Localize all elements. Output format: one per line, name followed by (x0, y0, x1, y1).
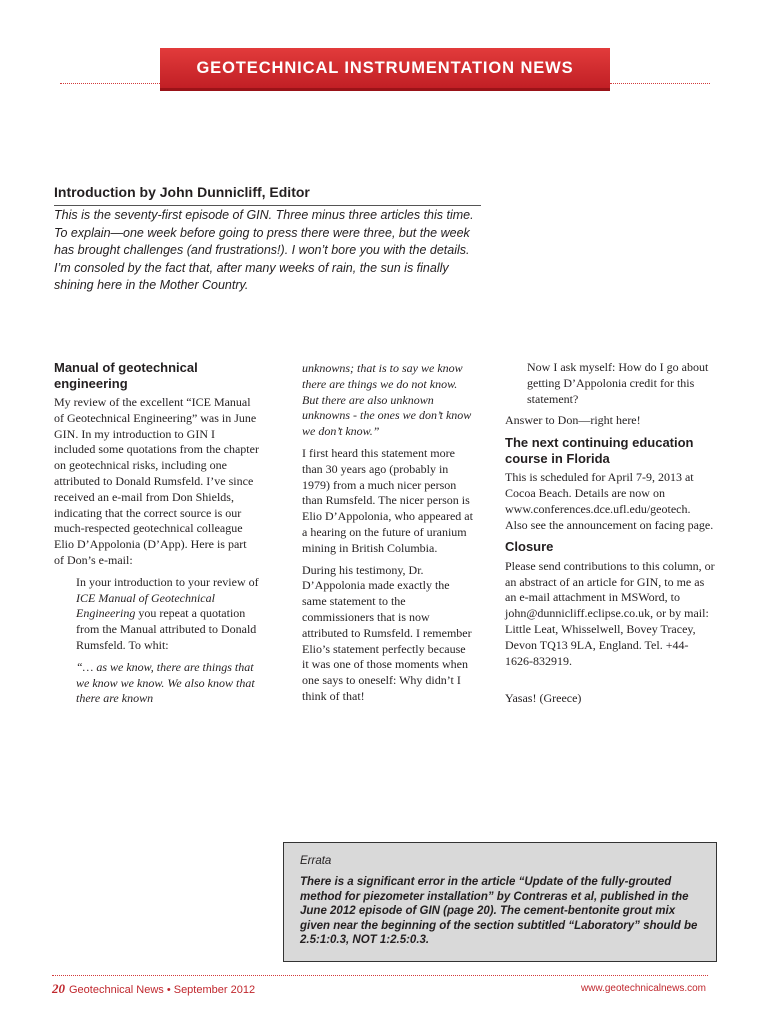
manual-paragraph: My review of the excellent “ICE Manual of Geotechnical Engineering” was in June GIN. In my introduction to GIN I included some quotations from the chapter on geotechnical risks, including one attributed to Donald Rumsfeld. I’ve since received an e-mail from Don Shields, indicating that the correct source is our much-respected geotechnical colleague Elio D’Appolonia (D’App). Here is part of Don’s e-mail: (54, 395, 259, 567)
manual-heading: Manual of geotechnical engineering (54, 360, 198, 391)
column-2 (302, 361, 474, 711)
header-dotted-rule-left (60, 83, 160, 84)
col2-paragraph-1: I first heard this statement more than 30 years ago (probably in 1979) from a much nicer person than Rumsfeld. The nicer person is Elio D’Appolonia, who appeared at a hearing on the future of uranium mining in British Columbia. (302, 445, 473, 555)
email-quote-1: In your introduction to your review of ICE Manual of Geotechnical Engineering you repeat a quotation from the Manual attributed to Donald Rumsfeld. To whit: (76, 574, 259, 652)
email-quote-2: “… as we know, there are things that we know we know. We also know that there are known (76, 659, 255, 706)
column-3 (505, 360, 715, 713)
intro-body: This is the seventy-first episode of GIN. Three minus three articles this time. To explain—one week before going to press there were three, but the week has brought challenges (and frustrations!). I won’t bore you with the details. I’m consoled by the fact that, after many weeks of rain, the sun is finally shining here in the Mother Country. (54, 208, 474, 293)
page-number: 20 (52, 981, 65, 996)
errata-title: Errata (300, 855, 332, 867)
quote-continuation: unknowns; that is to say we know there are things we do not know. But there are also unknown unknowns - the ones we don’t know we don’t know.” (302, 361, 472, 439)
header-dotted-rule-right (610, 83, 710, 84)
footer-left (52, 981, 255, 997)
errata-box (283, 842, 717, 962)
section-banner: GEOTECHNICAL INSTRUMENTATION NEWS (160, 48, 610, 88)
footer-website: www.geotechnicalnews.com (580, 983, 706, 994)
footer-dotted-rule (52, 975, 708, 976)
intro-title: Introduction by John Dunnicliff, Editor (54, 184, 310, 200)
closure-paragraph: Please send contributions to this column, or an abstract of an article for GIN, to me as an e-mail attachment in MSWord, to john@dunnicliff.eclipse.co.uk, or by mail: Little Leat, Whisselwell, Bovey Tracey, Devon TQ13 9LA, England. Tel. +44-1626-832919. (505, 558, 715, 668)
closure-heading: Closure (505, 539, 554, 555)
florida-course-heading: The next continuing education course in Florida (505, 435, 694, 466)
errata-body: There is a significant error in the article “Update of the fully-grouted method for piezometer installation” by Contreras et al, published in the June 2012 episode of GIN (page 20). The cement-bentonite grout mix given near the beginning of the section subtitled “Laboratory” should be 2.5:1:0.3, NOT 1:2.5:0.3. (300, 876, 698, 947)
col2-paragraph-2: During his testimony, Dr. D’Appolonia made exactly the same statement to the commissioners that is now attributed to Rumsfeld. I remember Elio’s statement perfectly because it was one of those moments when one says to oneself: Why didn’t I think of that! (302, 562, 472, 703)
column-1 (54, 360, 259, 713)
signoff: Yasas! (Greece) (505, 691, 582, 706)
answer-to-don: Answer to Don—right here! (505, 413, 641, 428)
florida-course-paragraph: This is scheduled for April 7-9, 2013 at Cocoa Beach. Details are now on www.conferences.dce.ufl.edu/geotech. Also see the announcement on facing page. (505, 470, 714, 532)
footer-publication: Geotechnical News • September 2012 (69, 984, 256, 996)
col3-quote: Now I ask myself: How do I go about getting D’Appolonia credit for this statement? (527, 360, 709, 406)
intro-rule (54, 205, 481, 206)
